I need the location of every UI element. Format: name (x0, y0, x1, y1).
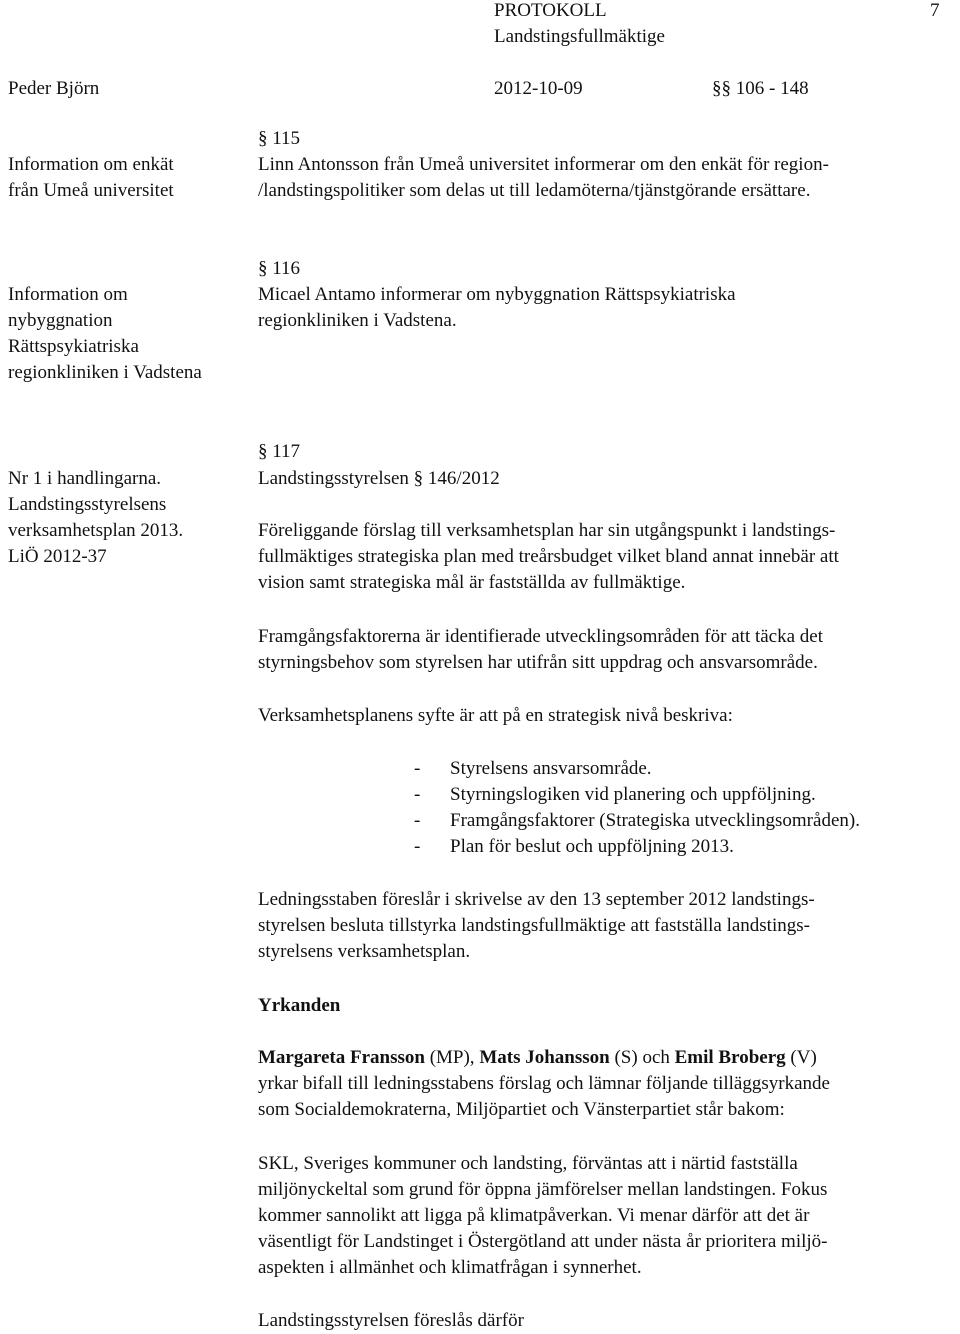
list-item-text: Styrelsens ansvarsområde. (450, 758, 652, 779)
text-line: väsentligt för Landstinget i Östergötland att under nästa år prioritera miljö- (258, 1231, 828, 1252)
list-dash: - (414, 758, 421, 779)
margin-line: LiÖ 2012-37 (8, 546, 107, 567)
proposer-name: Emil Broberg (674, 1047, 786, 1068)
person-name: Peder Björn (8, 78, 100, 99)
margin-line: regionkliniken i Vadstena (8, 362, 202, 383)
item-text (258, 282, 958, 334)
text-line: SKL, Sveriges kommuner och landsting, förväntas att i närtid fastställa (258, 1153, 798, 1174)
paragraph-number: § 117 (258, 441, 301, 462)
section-heading: Yrkanden (258, 995, 341, 1016)
text-line: miljönyckeltal som grund för öppna jämförelser mellan landstingen. Fokus (258, 1179, 828, 1200)
paragraph (258, 624, 958, 676)
text-line: styrelsen besluta tillstyrka landstingsfullmäktige att fastställa landstings- (258, 915, 810, 936)
margin-line: Landstingsstyrelsens (8, 494, 167, 515)
paragraph-range: §§ 106 - 148 (712, 78, 809, 99)
paragraph (258, 887, 958, 965)
text-line: Framgångsfaktorerna är identifierade utvecklingsområden för att täcka det (258, 626, 824, 647)
margin-note (8, 466, 253, 570)
doc-type: PROTOKOLL (494, 0, 607, 21)
text-line: aspekten i allmänhet och klimatfrågan i synnerhet. (258, 1257, 642, 1278)
paragraph (258, 518, 958, 596)
text-line: styrningsbehov som styrelsen har utifrån sitt uppdrag och ansvarsområde. (258, 652, 818, 673)
paragraph (258, 1045, 958, 1123)
list-item-text: Styrningslogiken vid planering och uppföljning. (450, 784, 816, 805)
text-line: kommer sannolikt att ligga på klimatpåverkan. Vi menar därför att det är (258, 1205, 810, 1226)
text-line: Verksamhetsplanens syfte är att på en strategisk nivå beskriva: (258, 705, 733, 726)
reference: Landstingsstyrelsen § 146/2012 (258, 468, 500, 489)
text-line: Linn Antonsson från Umeå universitet informerar om den enkät för region- (258, 154, 829, 175)
list-item (414, 834, 734, 860)
margin-line: nybyggnation (8, 310, 113, 331)
list-item (414, 756, 652, 782)
margin-note (8, 152, 253, 204)
text-line: Ledningsstaben föreslår i skrivelse av den 13 september 2012 landstings- (258, 889, 815, 910)
margin-line: verksamhetsplan 2013. (8, 520, 184, 541)
proposer-party: (MP), (424, 1047, 480, 1068)
page-number: 7 (930, 0, 940, 21)
text-line: fullmäktiges strategiska plan med treårsbudget vilket bland annat innebär att (258, 546, 839, 567)
list-dash: - (414, 810, 421, 831)
text-line: vision samt strategiska mål är fastställda av fullmäktige. (258, 572, 686, 593)
paragraph: Landstingsstyrelsen föreslås därför (258, 1310, 524, 1331)
body-name: Landstingsfullmäktige (494, 26, 665, 47)
proposer-party: (S) och (609, 1047, 675, 1068)
list-item-text: Plan för beslut och uppföljning 2013. (450, 836, 734, 857)
list-dash: - (414, 784, 421, 805)
list-item (414, 808, 860, 834)
text-line: yrkar bifall till ledningsstabens förslag och lämnar följande tilläggsyrkande (258, 1073, 830, 1094)
text-line: Micael Antamo informerar om nybyggnation Rättspsykiatriska (258, 284, 736, 305)
margin-line: Rättspsykiatriska (8, 336, 139, 357)
margin-line: Nr 1 i handlingarna. (8, 468, 162, 489)
proposer-name: Mats Johansson (479, 1047, 610, 1068)
margin-line: Information om (8, 284, 128, 305)
text-line: regionkliniken i Vadstena. (258, 310, 457, 331)
meeting-date: 2012-10-09 (494, 78, 583, 99)
proposers-line (258, 1045, 958, 1071)
margin-line: från Umeå universitet (8, 180, 174, 201)
paragraph-number: § 116 (258, 258, 301, 279)
proposer-party: (V) (785, 1047, 817, 1068)
text-line: /landstingspolitiker som delas ut till ledamöterna/tjänstgörande ersättare. (258, 180, 811, 201)
paragraph (258, 703, 958, 729)
text-line: styrelsens verksamhetsplan. (258, 941, 471, 962)
item-text (258, 152, 958, 204)
margin-line: Information om enkät (8, 154, 174, 175)
list-item-text: Framgångsfaktorer (Strategiska utvecklingsområden). (450, 810, 860, 831)
proposer-name: Margareta Fransson (258, 1047, 425, 1068)
text-line: Föreliggande förslag till verksamhetsplan har sin utgångspunkt i landstings- (258, 520, 836, 541)
list-item (414, 782, 816, 808)
paragraph-number: § 115 (258, 128, 301, 149)
paragraph (258, 1151, 958, 1281)
text-line: som Socialdemokraterna, Miljöpartiet och Vänsterpartiet står bakom: (258, 1099, 785, 1120)
margin-note (8, 282, 253, 386)
list-dash: - (414, 836, 421, 857)
